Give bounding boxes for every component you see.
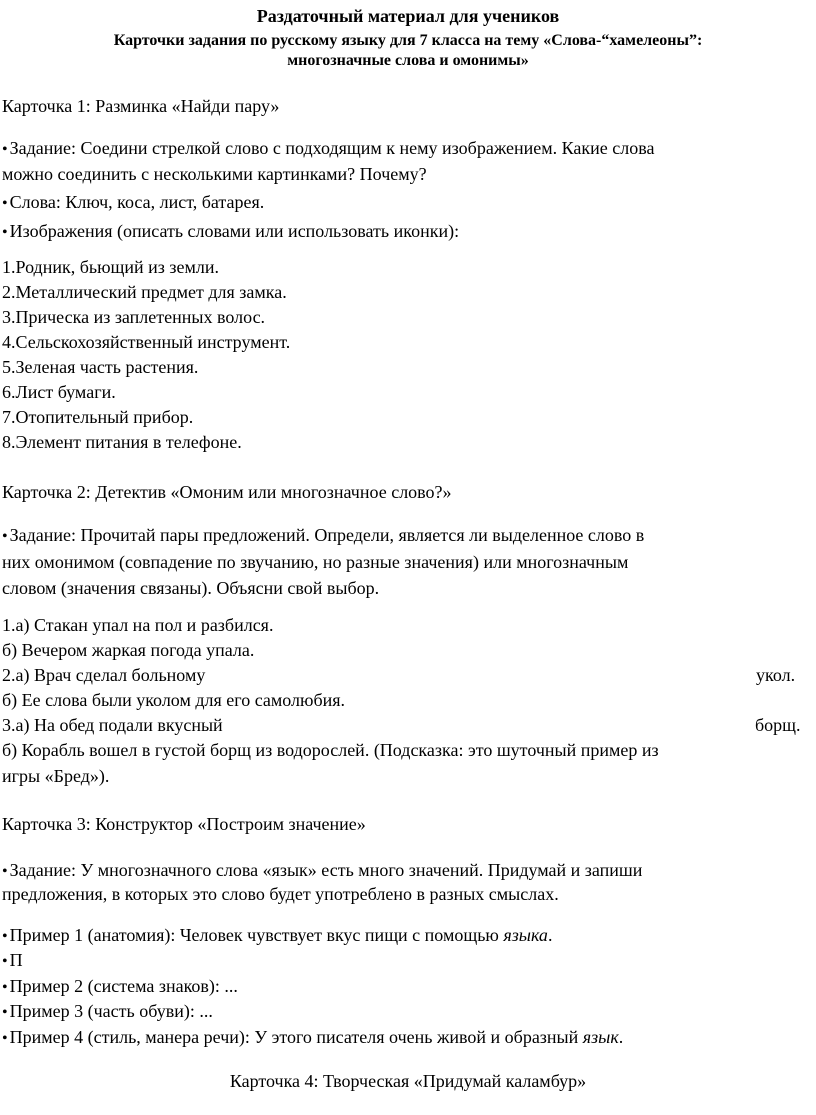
card-3-task-line-2: предложения, в которых это слово будет употреблено в разных смыслах.	[2, 884, 559, 904]
card-1-item: 8.Элемент питания в телефоне.	[2, 432, 242, 452]
card-3-example-3: • Пример 3 (часть обуви): ...	[2, 1000, 213, 1024]
card-3-heading: Карточка 3: Конструктор «Построим значение»	[2, 814, 366, 834]
card-2-task-line-1: • Задание: Прочитай пары предложений. Определи, является ли выделенное слово в	[2, 524, 644, 548]
card-2-sentence-2a: 2.а) Врач сделал больному	[2, 665, 206, 685]
card-2-sentence-3b-line-2: игры «Бред»).	[2, 766, 110, 786]
bullet-icon: •	[2, 224, 8, 241]
page-title: Раздаточный материал для учеников	[256, 6, 560, 26]
card-1-task-line-1: • Задание: Соедини стрелкой слово с подходящим к нему изображением. Какие слова	[2, 137, 655, 161]
card-2-sentence-2b: б) Ее слова были уколом для его самолюбия.	[2, 690, 346, 710]
card-2-task-line-2: них омонимом (совпадение по звучанию, но разные значения) или многозначным	[2, 552, 629, 572]
bullet-icon: •	[2, 979, 8, 996]
card-2-sentence-3a-end: борщ.	[755, 715, 801, 735]
card-3-example-4: • Пример 4 (стиль, манера речи): У этого писателя очень живой и образный язык.	[2, 1026, 623, 1050]
bullet-icon: •	[2, 1030, 8, 1047]
card-1-heading: Карточка 1: Разминка «Найди пару»	[2, 96, 280, 116]
card-2-sentence-3b-line-1: б) Корабль вошел в густой борщ из водорослей. (Подсказка: это шуточный пример из	[2, 740, 659, 760]
card-2-sentence-1a: 1.а) Стакан упал на пол и разбился.	[2, 615, 274, 635]
card-2-sentence-1b: б) Вечером жаркая погода упала.	[2, 640, 255, 660]
page-subtitle-line-1: Карточки задания по русскому языку для 7 класса на тему «Слова-“хамелеоны”:	[113, 32, 703, 49]
card-1-item: 3.Прическа из заплетенных волос.	[2, 307, 266, 327]
card-1-item: 1.Родник, бьющий из земли.	[2, 257, 220, 277]
bullet-icon: •	[2, 863, 8, 880]
card-1-item: 4.Сельскохозяйственный инструмент.	[2, 332, 291, 352]
card-2-sentence-3a: 3.а) На обед подали вкусный	[2, 715, 223, 735]
bullet-icon: •	[2, 195, 8, 212]
card-3-example-1: • Пример 1 (анатомия): Человек чувствует вкус пищи с помощью языка.	[2, 924, 552, 948]
bullet-icon: •	[2, 1004, 8, 1021]
card-2-task-line-3: словом (значения связаны). Объясни свой выбор.	[2, 578, 380, 598]
card-1-item: 2.Металлический предмет для замка.	[2, 282, 287, 302]
bullet-icon: •	[2, 528, 8, 545]
bullet-icon: •	[2, 928, 8, 945]
card-3-task-line-1: • Задание: У многозначного слова «язык» есть много значений. Придумай и запиши	[2, 859, 642, 883]
card-1-images-label: • Изображения (описать словами или использовать иконки):	[2, 220, 459, 244]
card-1-words: • Слова: Ключ, коса, лист, батарея.	[2, 191, 264, 215]
card-4-heading: Карточка 4: Творческая «Придумай каламбур»	[229, 1071, 587, 1091]
bullet-icon: •	[2, 141, 8, 158]
card-1-task-line-2: можно соединить с несколькими картинками? Почему?	[2, 164, 427, 184]
card-3-example-2: • Пример 2 (система знаков): ...	[2, 975, 238, 999]
card-1-item: 7.Отопительный прибор.	[2, 407, 194, 427]
card-1-item: 6.Лист бумаги.	[2, 382, 116, 402]
bullet-icon: •	[2, 953, 8, 970]
card-1-item: 5.Зеленая часть растения.	[2, 357, 199, 377]
card-2-heading: Карточка 2: Детектив «Омоним или многозначное слово?»	[2, 482, 452, 502]
card-3-stub: • П	[2, 949, 23, 973]
card-2-sentence-2a-end: укол.	[756, 665, 796, 685]
page-subtitle-line-2: многозначные слова и омонимы»	[287, 52, 529, 69]
